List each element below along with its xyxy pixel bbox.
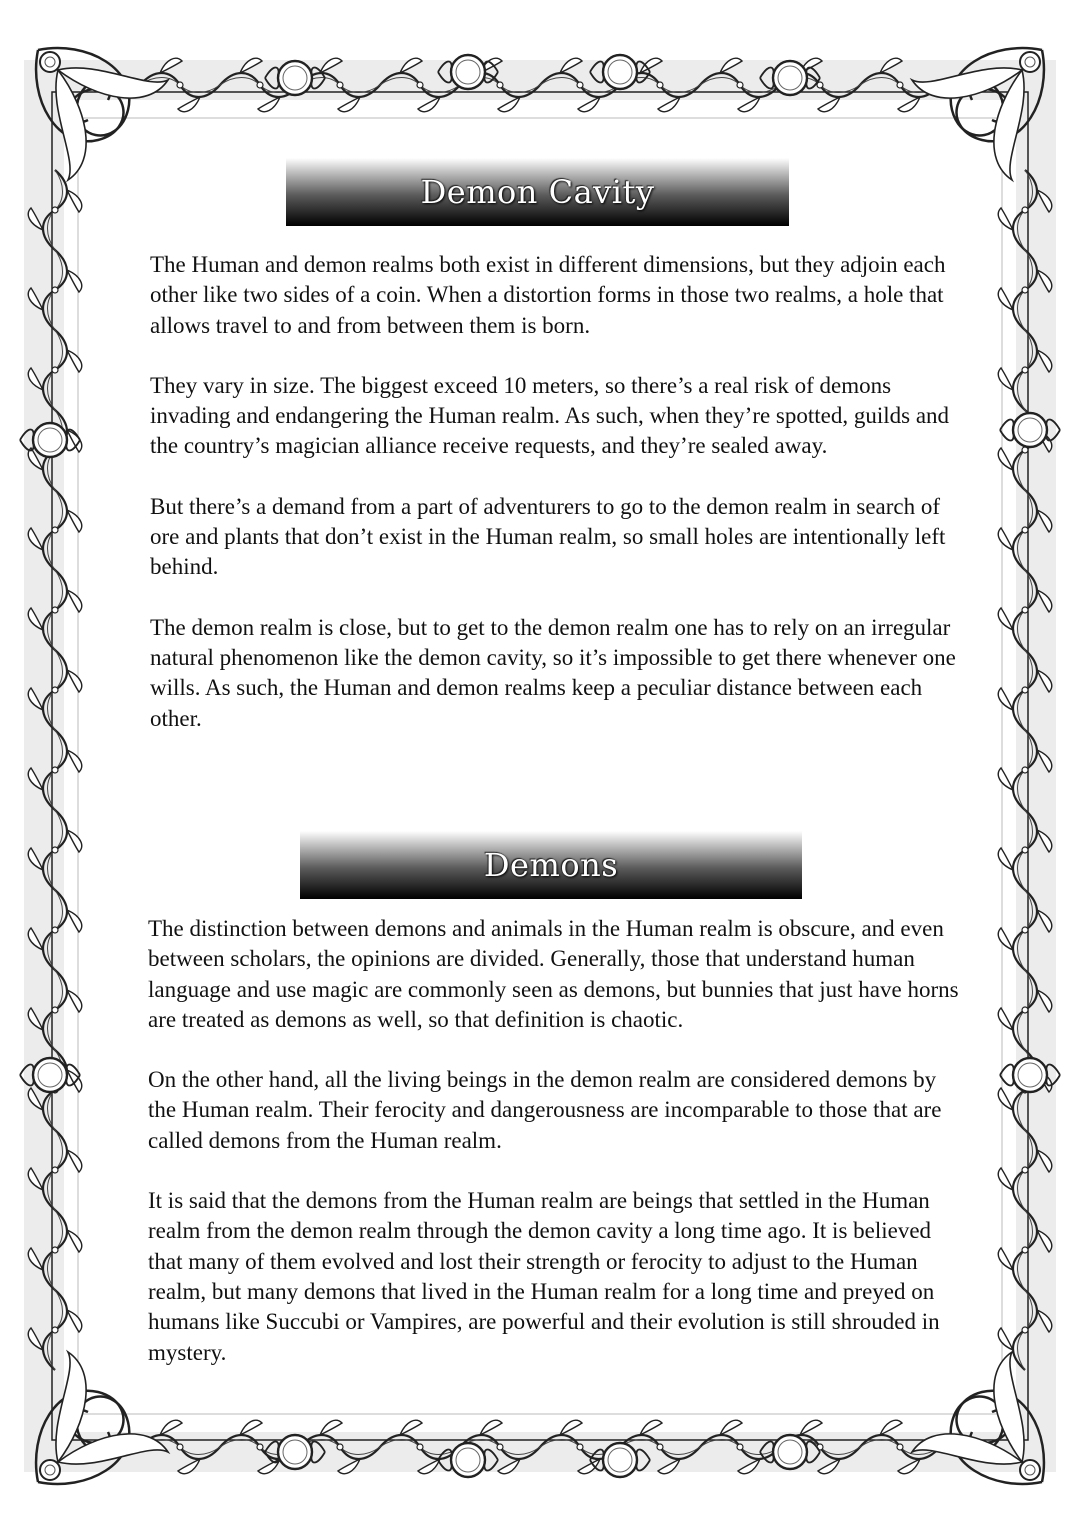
paragraph: But there’s a demand from a part of adventurers to go to the demon realm in search of ore and plants that don’t exist in the Human realm, so small holes are intentionally left behind. [150,493,946,580]
paragraph: They vary in size. The biggest exceed 10 meters, so there’s a real risk of demons invading and endangering the Human realm. As such, when they’re spotted, guilds and the country’s magician alliance receive requests, and they’re sealed away. [150,372,950,459]
paragraph: On the other hand, all the living beings in the demon realm are considered demons by the Human realm. Their ferocity and dangerousness are incomparable to those that are called demons from the Human realm. [148,1067,942,1153]
section-body-demon-cavity [150,250,960,764]
section-title: Demon Cavity [420,173,655,211]
paragraph: The demon realm is close, but to get to the demon realm one has to rely on an irregular natural phenomenon like the demon cavity, so it’s impossible to get there whenever one wills. As such, the Human and demon realms keep a peculiar distance between each other. [150,614,956,731]
section-banner-demon-cavity [286,158,789,226]
section-banner-demons [300,831,802,899]
paragraph: It is said that the demons from the Human realm are beings that settled in the Human realm from the demon realm through the demon cavity a long time ago. It is believed that many of them evolved and lost their strength or ferocity to adjust to the Human realm, but many demons that lived in the Human realm for a long time and preyed on humans like Succubi or Vampires, are powerful and their evolution is still shrouded in mystery. [148,1188,940,1365]
paragraph: The Human and demon realms both exist in different dimensions, but they adjoin each other like two sides of a coin. When a distortion forms in those two realms, a hole that allows travel to and from between them is born. [150,252,946,338]
section-body-demons [148,914,963,1398]
section-title: Demons [483,846,619,884]
paragraph: The distinction between demons and animals in the Human realm is obscure, and even between scholars, the opinions are divided. Generally, those that understand human language and use magic are commonly seen as demons, but bunnies that just have horns are treated as demons as well, so that definition is chaotic. [148,916,959,1032]
